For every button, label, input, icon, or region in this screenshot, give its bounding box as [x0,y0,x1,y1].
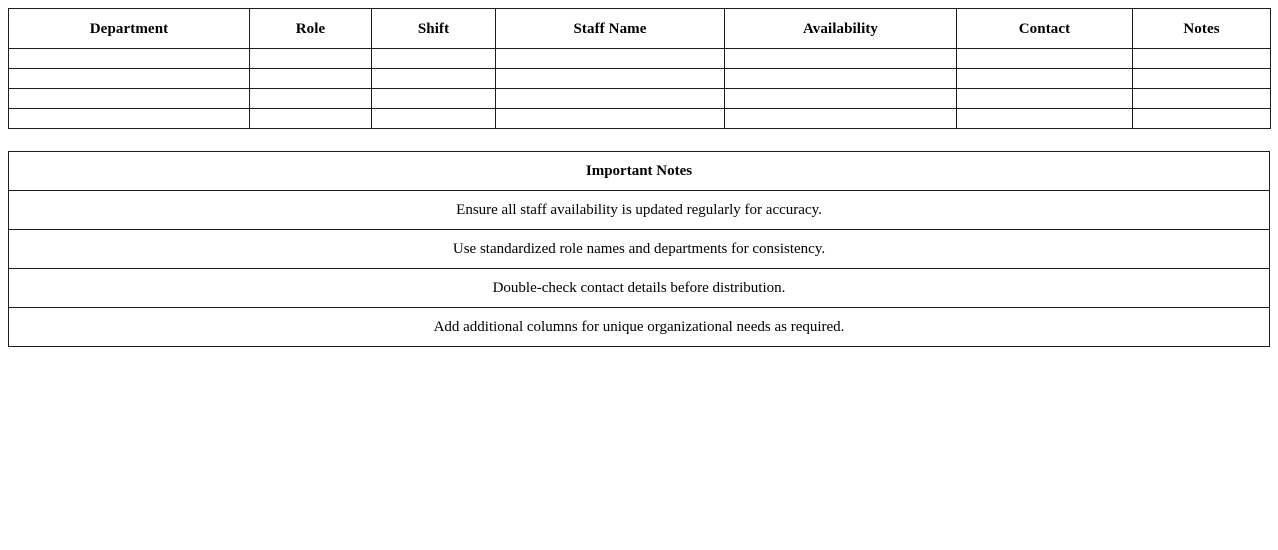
notes-table-title: Important Notes [9,152,1270,191]
cell-staff-name[interactable] [496,49,725,69]
column-header-availability: Availability [725,9,957,49]
column-header-contact: Contact [957,9,1133,49]
cell-staff-name[interactable] [496,89,725,109]
list-item [9,230,1270,269]
cell-staff-name[interactable] [496,109,725,129]
note-item-3: Double-check contact details before distribution. [9,269,1270,308]
column-header-shift: Shift [372,9,496,49]
note-item-4: Add additional columns for unique organizational needs as required. [9,308,1270,347]
cell-role[interactable] [250,109,372,129]
column-header-notes: Notes [1133,9,1271,49]
cell-availability[interactable] [725,49,957,69]
table-row [9,109,1271,129]
cell-notes[interactable] [1133,69,1271,89]
cell-contact[interactable] [957,49,1133,69]
notes-header-row [9,152,1270,191]
cell-availability[interactable] [725,89,957,109]
cell-department[interactable] [9,109,250,129]
cell-contact[interactable] [957,69,1133,89]
column-header-staff-name: Staff Name [496,9,725,49]
cell-notes[interactable] [1133,89,1271,109]
table-row [9,49,1271,69]
column-header-role: Role [250,9,372,49]
cell-role[interactable] [250,69,372,89]
staff-roster-table [8,8,1271,129]
cell-notes[interactable] [1133,109,1271,129]
cell-role[interactable] [250,89,372,109]
list-item [9,269,1270,308]
cell-notes[interactable] [1133,49,1271,69]
cell-department[interactable] [9,69,250,89]
cell-department[interactable] [9,49,250,69]
cell-staff-name[interactable] [496,69,725,89]
cell-shift[interactable] [372,49,496,69]
table-row [9,69,1271,89]
staff-roster-section [8,8,1270,129]
cell-contact[interactable] [957,89,1133,109]
cell-role[interactable] [250,49,372,69]
cell-shift[interactable] [372,109,496,129]
list-item [9,308,1270,347]
cell-contact[interactable] [957,109,1133,129]
cell-shift[interactable] [372,89,496,109]
cell-shift[interactable] [372,69,496,89]
list-item [9,191,1270,230]
roster-header-row [9,9,1271,49]
important-notes-section [8,151,1270,347]
cell-availability[interactable] [725,69,957,89]
column-header-department: Department [9,9,250,49]
note-item-2: Use standardized role names and departments for consistency. [9,230,1270,269]
note-item-1: Ensure all staff availability is updated regularly for accuracy. [9,191,1270,230]
cell-availability[interactable] [725,109,957,129]
table-row [9,89,1271,109]
cell-department[interactable] [9,89,250,109]
important-notes-table [8,151,1270,347]
